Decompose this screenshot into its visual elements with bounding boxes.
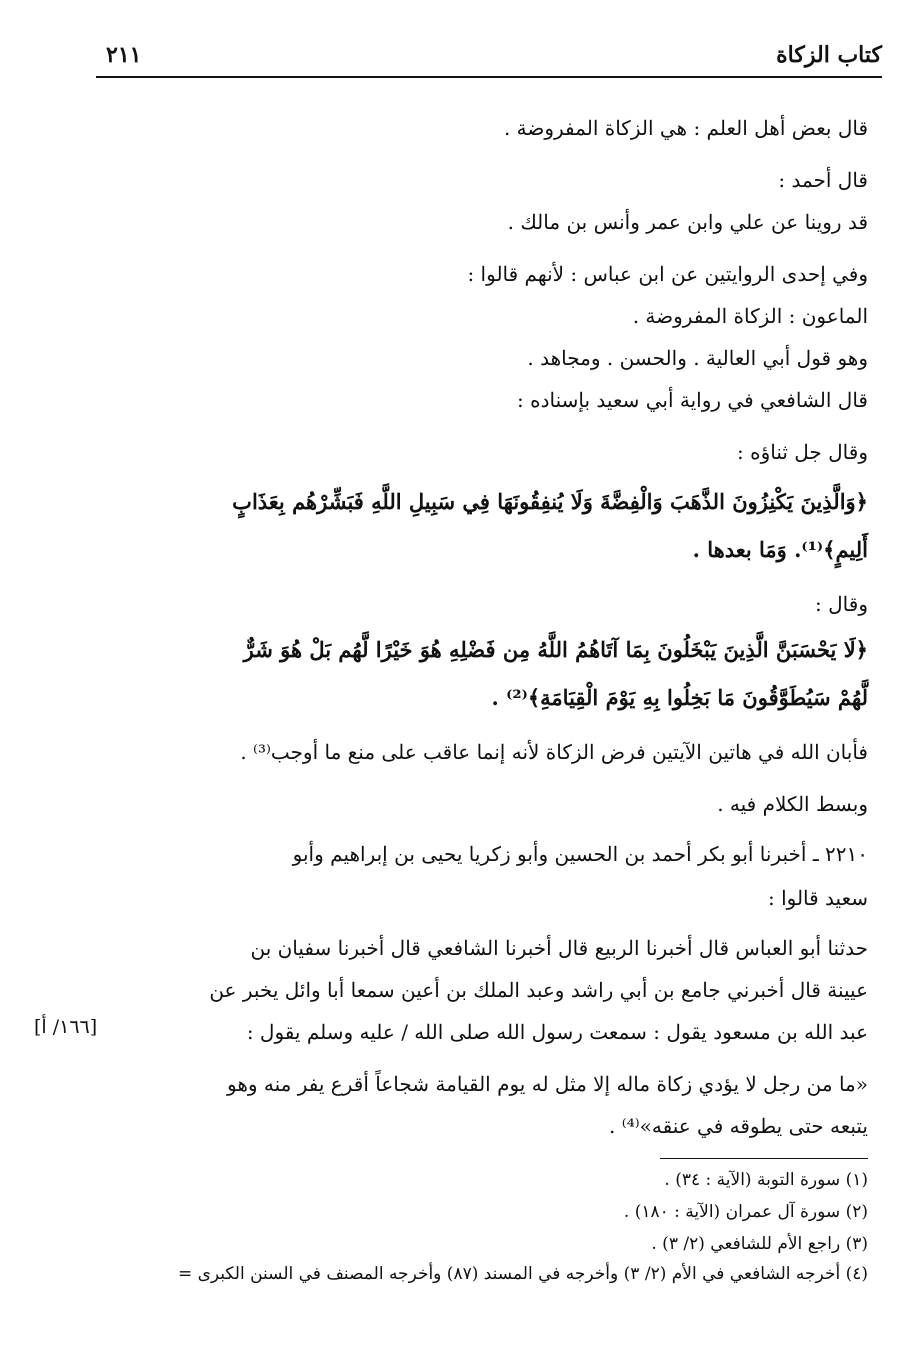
- hadith-quote-line: يتبعه حتى يطوقه في عنقه»⁽⁴⁾ .: [609, 1114, 868, 1138]
- text-line: قال أحمد :: [778, 168, 868, 192]
- text-line: قال الشافعي في رواية أبي سعيد بإسناده :: [517, 388, 868, 412]
- quran-verse-line: ﴿لَا يَحْسَبَنَّ الَّذِينَ يَبْخَلُونَ بِمَا آتَاهُمُ اللَّهُ مِن فَضْلِهِ هُوَ خَيْرًا لَّهُم بَلْ هُوَ شَرٌّ: [243, 637, 868, 662]
- text-line: قد روينا عن علي وابن عمر وأنس بن مالك .: [507, 210, 868, 234]
- text-line: عبد الله بن مسعود يقول : سمعت رسول الله صلى الله / عليه وسلم يقول :: [246, 1020, 868, 1044]
- text-line: وقال :: [815, 592, 868, 616]
- text-line: فأبان الله في هاتين الآيتين فرض الزكاة لأنه إنما عاقب على منع ما أوجب⁽³⁾ .: [240, 740, 868, 764]
- text-line: وهو قول أبي العالية . والحسن . ومجاهد .: [527, 346, 868, 370]
- page-header: [96, 40, 882, 78]
- text-line: عيينة قال أخبرني جامع بن أبي راشد وعبد الملك بن أعين سمعا أبا وائل يخبر عن: [209, 978, 868, 1002]
- text-line: وبسط الكلام فيه .: [717, 792, 868, 816]
- text-line: قال بعض أهل العلم : هي الزكاة المفروضة .: [503, 116, 868, 140]
- text-line: حدثنا أبو العباس قال أخبرنا الربيع قال أخبرنا الشافعي قال أخبرنا سفيان بن: [250, 936, 868, 960]
- hadith-number-line: ٢٢١٠ ـ أخبرنا أبو بكر أحمد بن الحسين وأبو زكريا يحيى بن إبراهيم وأبو: [292, 842, 868, 866]
- book-title: كتاب الزكاة: [776, 42, 882, 68]
- footnote: (٤) أخرجه الشافعي في الأم (٢/ ٣) وأخرجه في المسند (٨٧) وأخرجه المصنف في السنن الكبرى =: [177, 1264, 868, 1284]
- quran-verse-line: أَلِيمٍ﴾⁽¹⁾. وَمَا بعدها .: [692, 537, 868, 562]
- footnote: (١) سورة التوبة (الآية : ٣٤) .: [664, 1170, 868, 1190]
- text-line: الماعون : الزكاة المفروضة .: [632, 304, 868, 328]
- page-number: ٢١١: [106, 42, 142, 68]
- footnote: (٣) راجع الأم للشافعي (٢/ ٣) .: [651, 1234, 868, 1254]
- quran-verse-line: لَّهُمْ سَيُطَوَّقُونَ مَا بَخِلُوا بِهِ يَوْمَ الْقِيَامَةِ﴾⁽²⁾ .: [491, 685, 868, 710]
- manuscript-folio-reference: [١٦٦/ أ]: [34, 1016, 98, 1038]
- footnote-divider: [660, 1158, 868, 1159]
- footnote: (٢) سورة آل عمران (الآية : ١٨٠) .: [623, 1202, 868, 1222]
- text-line: وقال جل ثناؤه :: [737, 440, 868, 464]
- text-line: وفي إحدى الروايتين عن ابن عباس : لأنهم قالوا :: [467, 262, 868, 286]
- hadith-quote-line: «ما من رجل لا يؤدي زكاة ماله إلا مثل له يوم القيامة شجاعاً أقرع يفر منه وهو: [227, 1072, 868, 1096]
- quran-verse-line: ﴿وَالَّذِينَ يَكْنِزُونَ الذَّهَبَ وَالْفِضَّةَ وَلَا يُنفِقُونَهَا فِي سَبِيلِ اللَّهِ فَبَشِّرْهُم بِعَذَابٍ: [232, 489, 868, 514]
- text-line: سعيد قالوا :: [767, 886, 868, 910]
